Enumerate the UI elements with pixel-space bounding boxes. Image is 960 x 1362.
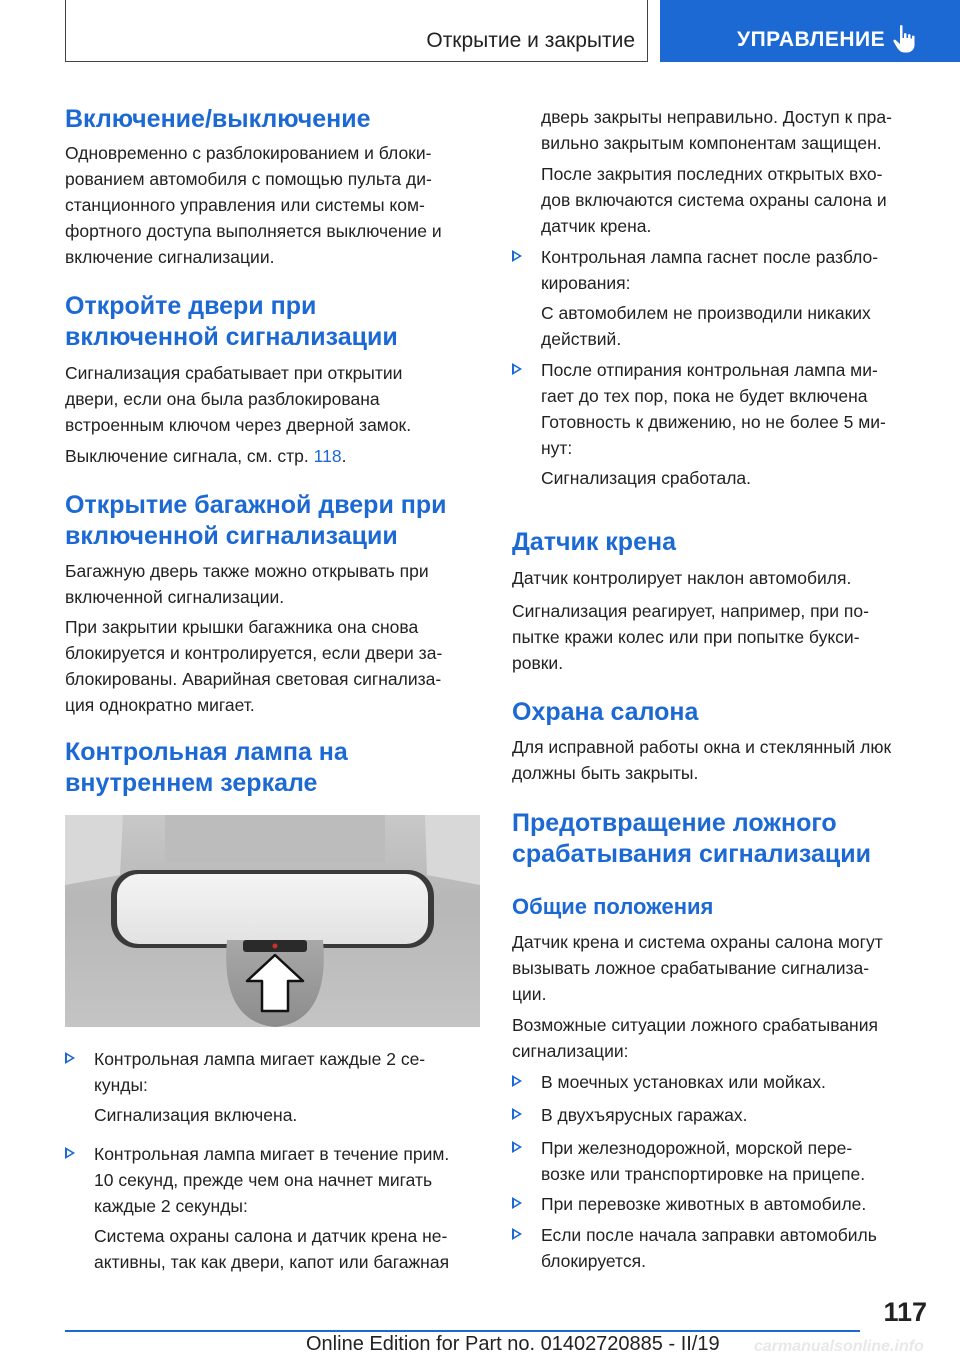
- paragraph-doors: Сигнализация срабатывает при открытии двери, если она была разблокирована встроенным ключом через дверной замок.: [65, 363, 412, 435]
- bullet-triangle-icon: [512, 1141, 522, 1153]
- heading-tilt: Датчик крена: [512, 528, 676, 556]
- rearview-mirror-illustration: [65, 815, 480, 1027]
- paragraph-interior: Для исправной работы окна и стеклянный люк должны быть закрыты.: [512, 737, 892, 783]
- mirror-drawing: [65, 815, 480, 1027]
- paragraph-tilt-2: Сигнализация реагирует, например, при по- пытке кражи колес или при попытке букси- ровки.: [512, 601, 869, 673]
- paragraph-b2-continued: дверь закрыты неправильно. Доступ к пра- вильно закрытым компонентам защищен.: [541, 107, 892, 153]
- paragraph-trunk-1: Багажную дверь также можно открывать при включенной сигнализации.: [65, 561, 429, 607]
- watermark: carmanualsonline.info: [754, 1338, 924, 1355]
- heading-interior: Охрана салона: [512, 698, 699, 726]
- page-link[interactable]: 118: [313, 446, 342, 466]
- bullet-triangle-icon: [512, 1075, 522, 1087]
- bullet-triangle-icon: [512, 250, 522, 262]
- bullet-triangle-icon: [512, 1228, 522, 1240]
- bullet-triangle-icon: [65, 1052, 75, 1064]
- hand-pointer-icon: [892, 24, 918, 54]
- bullet-triangle-icon: [512, 1108, 522, 1120]
- bullet-triangle-icon: [512, 363, 522, 375]
- paragraph-b2-sub-2: После закрытия последних открытых вхо- дов включаются система охраны салона и датчик крена.: [541, 164, 887, 236]
- heading-doors: Откройте двери при включенной сигнализации: [65, 292, 398, 351]
- heading-lamp: Контрольная лампа на внутреннем зеркале: [65, 738, 348, 797]
- edition-text: Online Edition for Part no. 01402720885 - II/19: [306, 1333, 720, 1355]
- paragraph-tilt-1: Датчик контролирует наклон автомобиля.: [512, 568, 852, 588]
- paragraph-general-2: Возможные ситуации ложного срабатывания сигнализации:: [512, 1015, 878, 1061]
- header-section: [65, 0, 648, 62]
- heading-false-alarm: Предотвращение ложного срабатывания сигнализации: [512, 809, 872, 868]
- page-number: 117: [883, 1297, 927, 1327]
- heading-trunk: Открытие багажной двери при включенной сигнализации: [65, 491, 447, 550]
- chapter-tab[interactable]: [660, 0, 960, 62]
- heading-general: Общие положения: [512, 894, 714, 919]
- paragraph-general-1: Датчик крена и система охраны салона могут вызывать ложное срабатывание сигнализа- ции.: [512, 932, 883, 1004]
- heading-on-off: Включение/выключение: [65, 105, 371, 133]
- bullet-triangle-icon: [65, 1147, 75, 1159]
- bullet-triangle-icon: [512, 1197, 522, 1209]
- paragraph-alarm-off: Выключение сигнала, см. стр. 118.: [65, 446, 347, 466]
- chapter-label: УПРАВЛЕНИЕ: [737, 28, 886, 51]
- section-title: Открытие и закрытие: [426, 29, 635, 52]
- paragraph-trunk-2: При закрытии крышки багажника она снова блокируется и контролируется, если двери за- блокированы. Аварийная световая сигнализа- ция однократно мигает.: [65, 617, 443, 715]
- footer-divider: [65, 1330, 860, 1332]
- paragraph-on-off: Одновременно с разблокированием и блоки- рованием автомобиля с помощью пульта ди- станционного управления или системы ком- фортного доступа выполняется выключение и включение сигнализации.: [65, 143, 442, 267]
